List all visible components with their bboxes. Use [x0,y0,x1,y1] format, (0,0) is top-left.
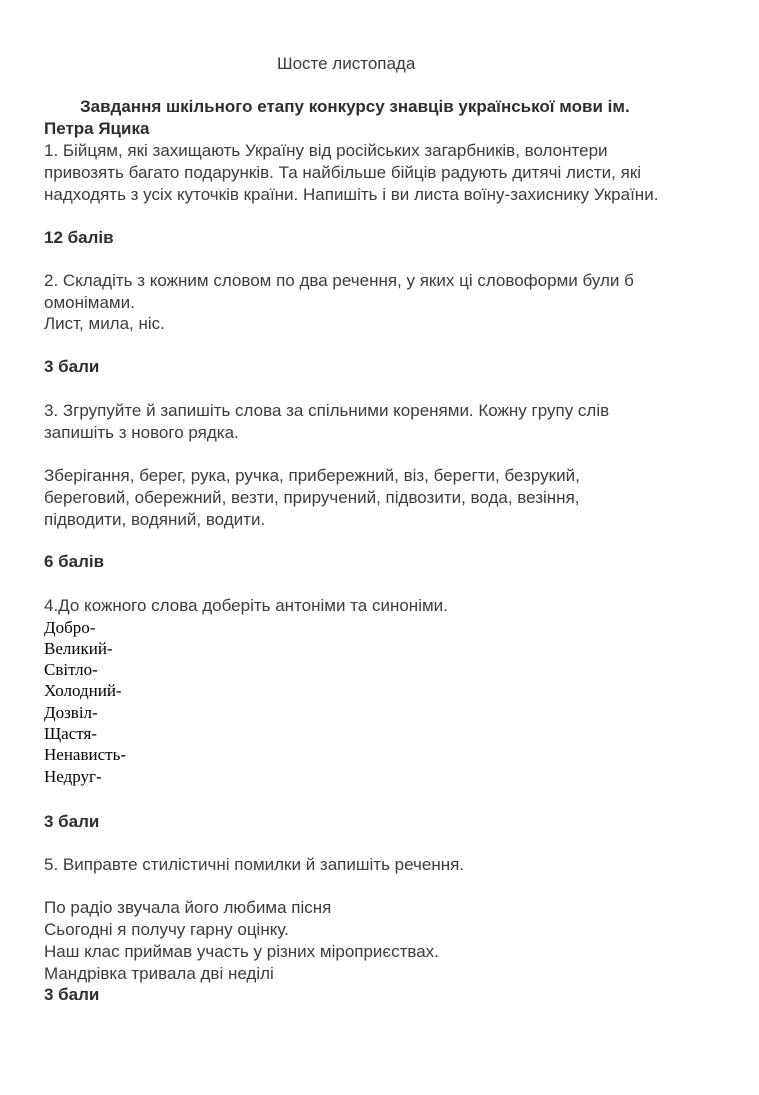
task4-word: Світло- [44,660,98,679]
task5-instruction: 5. Виправте стилістичні помилки й запишіть речення. [44,855,465,874]
task5-sentence: Мандрівка тривала дві неділі [44,964,274,983]
task3-text-line: 3. Згрупуйте й запишіть слова за спільними коренями. Кожну групу слів [44,401,610,420]
task3-text-line: запишіть з нового рядка. [44,423,239,442]
task3-points: 6 балів [44,552,105,571]
task4-word: Холодний- [44,681,122,700]
task1-text-line: надходять з усіх куточків країни. Напишіть і ви листа воїну-захиснику України. [44,185,659,204]
task4-instruction: 4.До кожного слова доберіть антоніми та синоніми. [44,596,448,615]
task4-word: Щастя- [44,724,97,743]
task1-text-line: 1. Бійцям, які захищають Україну від російських загарбників, волонтери [44,141,608,160]
task2-text-line: омонімами. [44,293,135,312]
task4-word: Великий- [44,639,113,658]
task3-words-line: Зберігання, берег, рука, ручка, прибережний, віз, берегти, безрукий, [44,466,580,485]
task2-points: 3 бали [44,357,100,376]
task3-words-line: підводити, водяний, водити. [44,510,266,529]
task4-word: Недруг- [44,767,102,786]
task2-text-line: 2. Складіть з кожним словом по два речення, у яких ці словоформи були б [44,271,634,290]
document-title-line-1: Завдання шкільного етапу конкурсу знавців української мови ім. [80,97,630,116]
document-date: Шосте листопада [277,54,416,73]
task5-sentence: По радіо звучала його любима пісня [44,898,332,917]
task3-words-line: береговий, обережний, везти, приручений, підвозити, вода, везіння, [44,488,580,507]
task1-points: 12 балів [44,228,114,247]
task4-word: Ненависть- [44,745,126,764]
task2-words: Лист, мила, ніс. [44,314,165,333]
task4-points: 3 бали [44,812,100,831]
task5-sentence: Наш клас приймав участь у різних міроприєствах. [44,942,439,961]
task4-word: Дозвіл- [44,703,98,722]
task5-sentence: Сьогодні я получу гарну оцінку. [44,920,289,939]
document-title-line-2: Петра Яцика [44,119,150,138]
task1-text-line: привозять багато подарунків. Та найбільше бійців радують дитячі листи, які [44,163,642,182]
task5-points: 3 бали [44,985,100,1004]
task4-word: Добро- [44,618,96,637]
